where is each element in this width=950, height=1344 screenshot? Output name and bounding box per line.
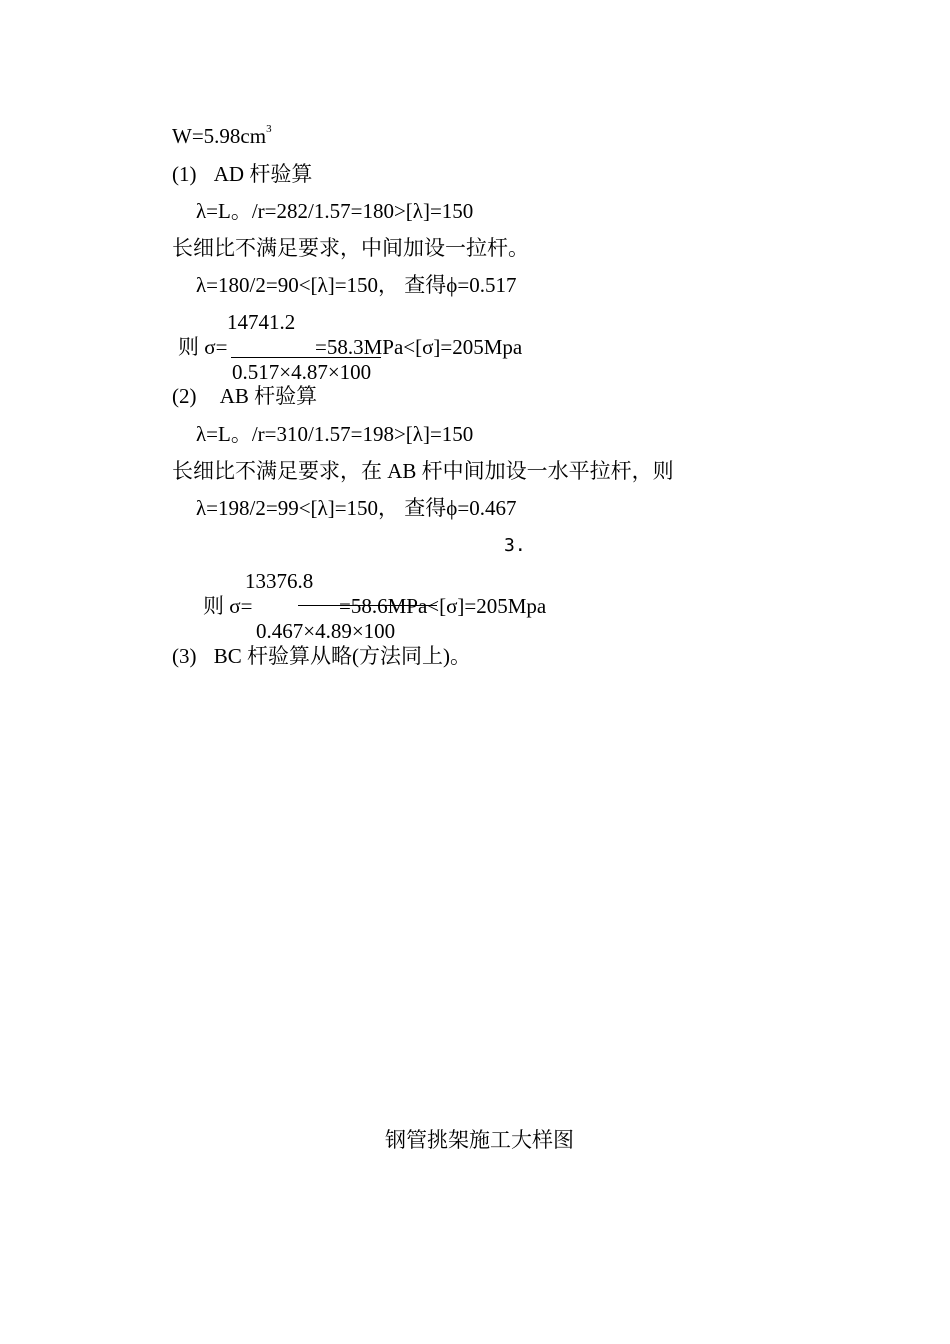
section-3-heading [172, 646, 471, 667]
section-1-slenderness: λ=L。/r=282/1.57=180>[λ]=150 [196, 199, 474, 223]
section-2-sigma-prefix: 则 σ= [203, 594, 253, 618]
section-2-slenderness: λ=L。/r=310/1.57=198>[λ]=150 [196, 422, 474, 446]
section-3-title: BC 杆验算从略(方法同上)。 [213, 644, 471, 668]
section-2-heading [172, 386, 317, 407]
section-modulus-line [172, 123, 272, 148]
section-1-slenderness-2: λ=180/2=90<[λ]=150， 查得ϕ=0.517 [196, 273, 517, 297]
section-1-number: (1) [172, 162, 197, 186]
section-2-note: 长细比不满足要求，在 AB 杆中间加设一水平拉杆，则 [172, 459, 674, 483]
page-marker: 3. [504, 535, 526, 556]
section-2-number: (2) [172, 384, 197, 408]
section-2-denominator: 0.467×4.89×100 [256, 619, 396, 643]
section-2-title: AB 杆验算 [219, 384, 318, 408]
section-2-stress-result: =58.6MPa<[σ]=205Mpa [339, 594, 547, 618]
section-modulus-text: W=5.98cm [172, 124, 267, 148]
section-1-heading [172, 164, 312, 185]
figure-caption: 钢管挑架施工大样图 [385, 1128, 574, 1152]
cube-superscript: 3 [266, 123, 272, 135]
section-1-note: 长细比不满足要求，中间加设一拉杆。 [172, 236, 529, 260]
section-1-denominator: 0.517×4.87×100 [232, 360, 372, 384]
section-2-slenderness-2: λ=198/2=99<[λ]=150， 查得ϕ=0.467 [196, 496, 517, 520]
section-2-stress-line [203, 596, 252, 617]
section-1-stress-line [178, 337, 227, 358]
section-1-stress-result: =58.3MPa<[σ]=205Mpa [315, 335, 523, 359]
section-2-numerator: 13376.8 [245, 569, 314, 593]
section-1-numerator: 14741.2 [227, 310, 296, 334]
section-1-title: AD 杆验算 [213, 162, 313, 186]
section-1-sigma-prefix: 则 σ= [178, 335, 228, 359]
section-3-number: (3) [172, 644, 197, 668]
